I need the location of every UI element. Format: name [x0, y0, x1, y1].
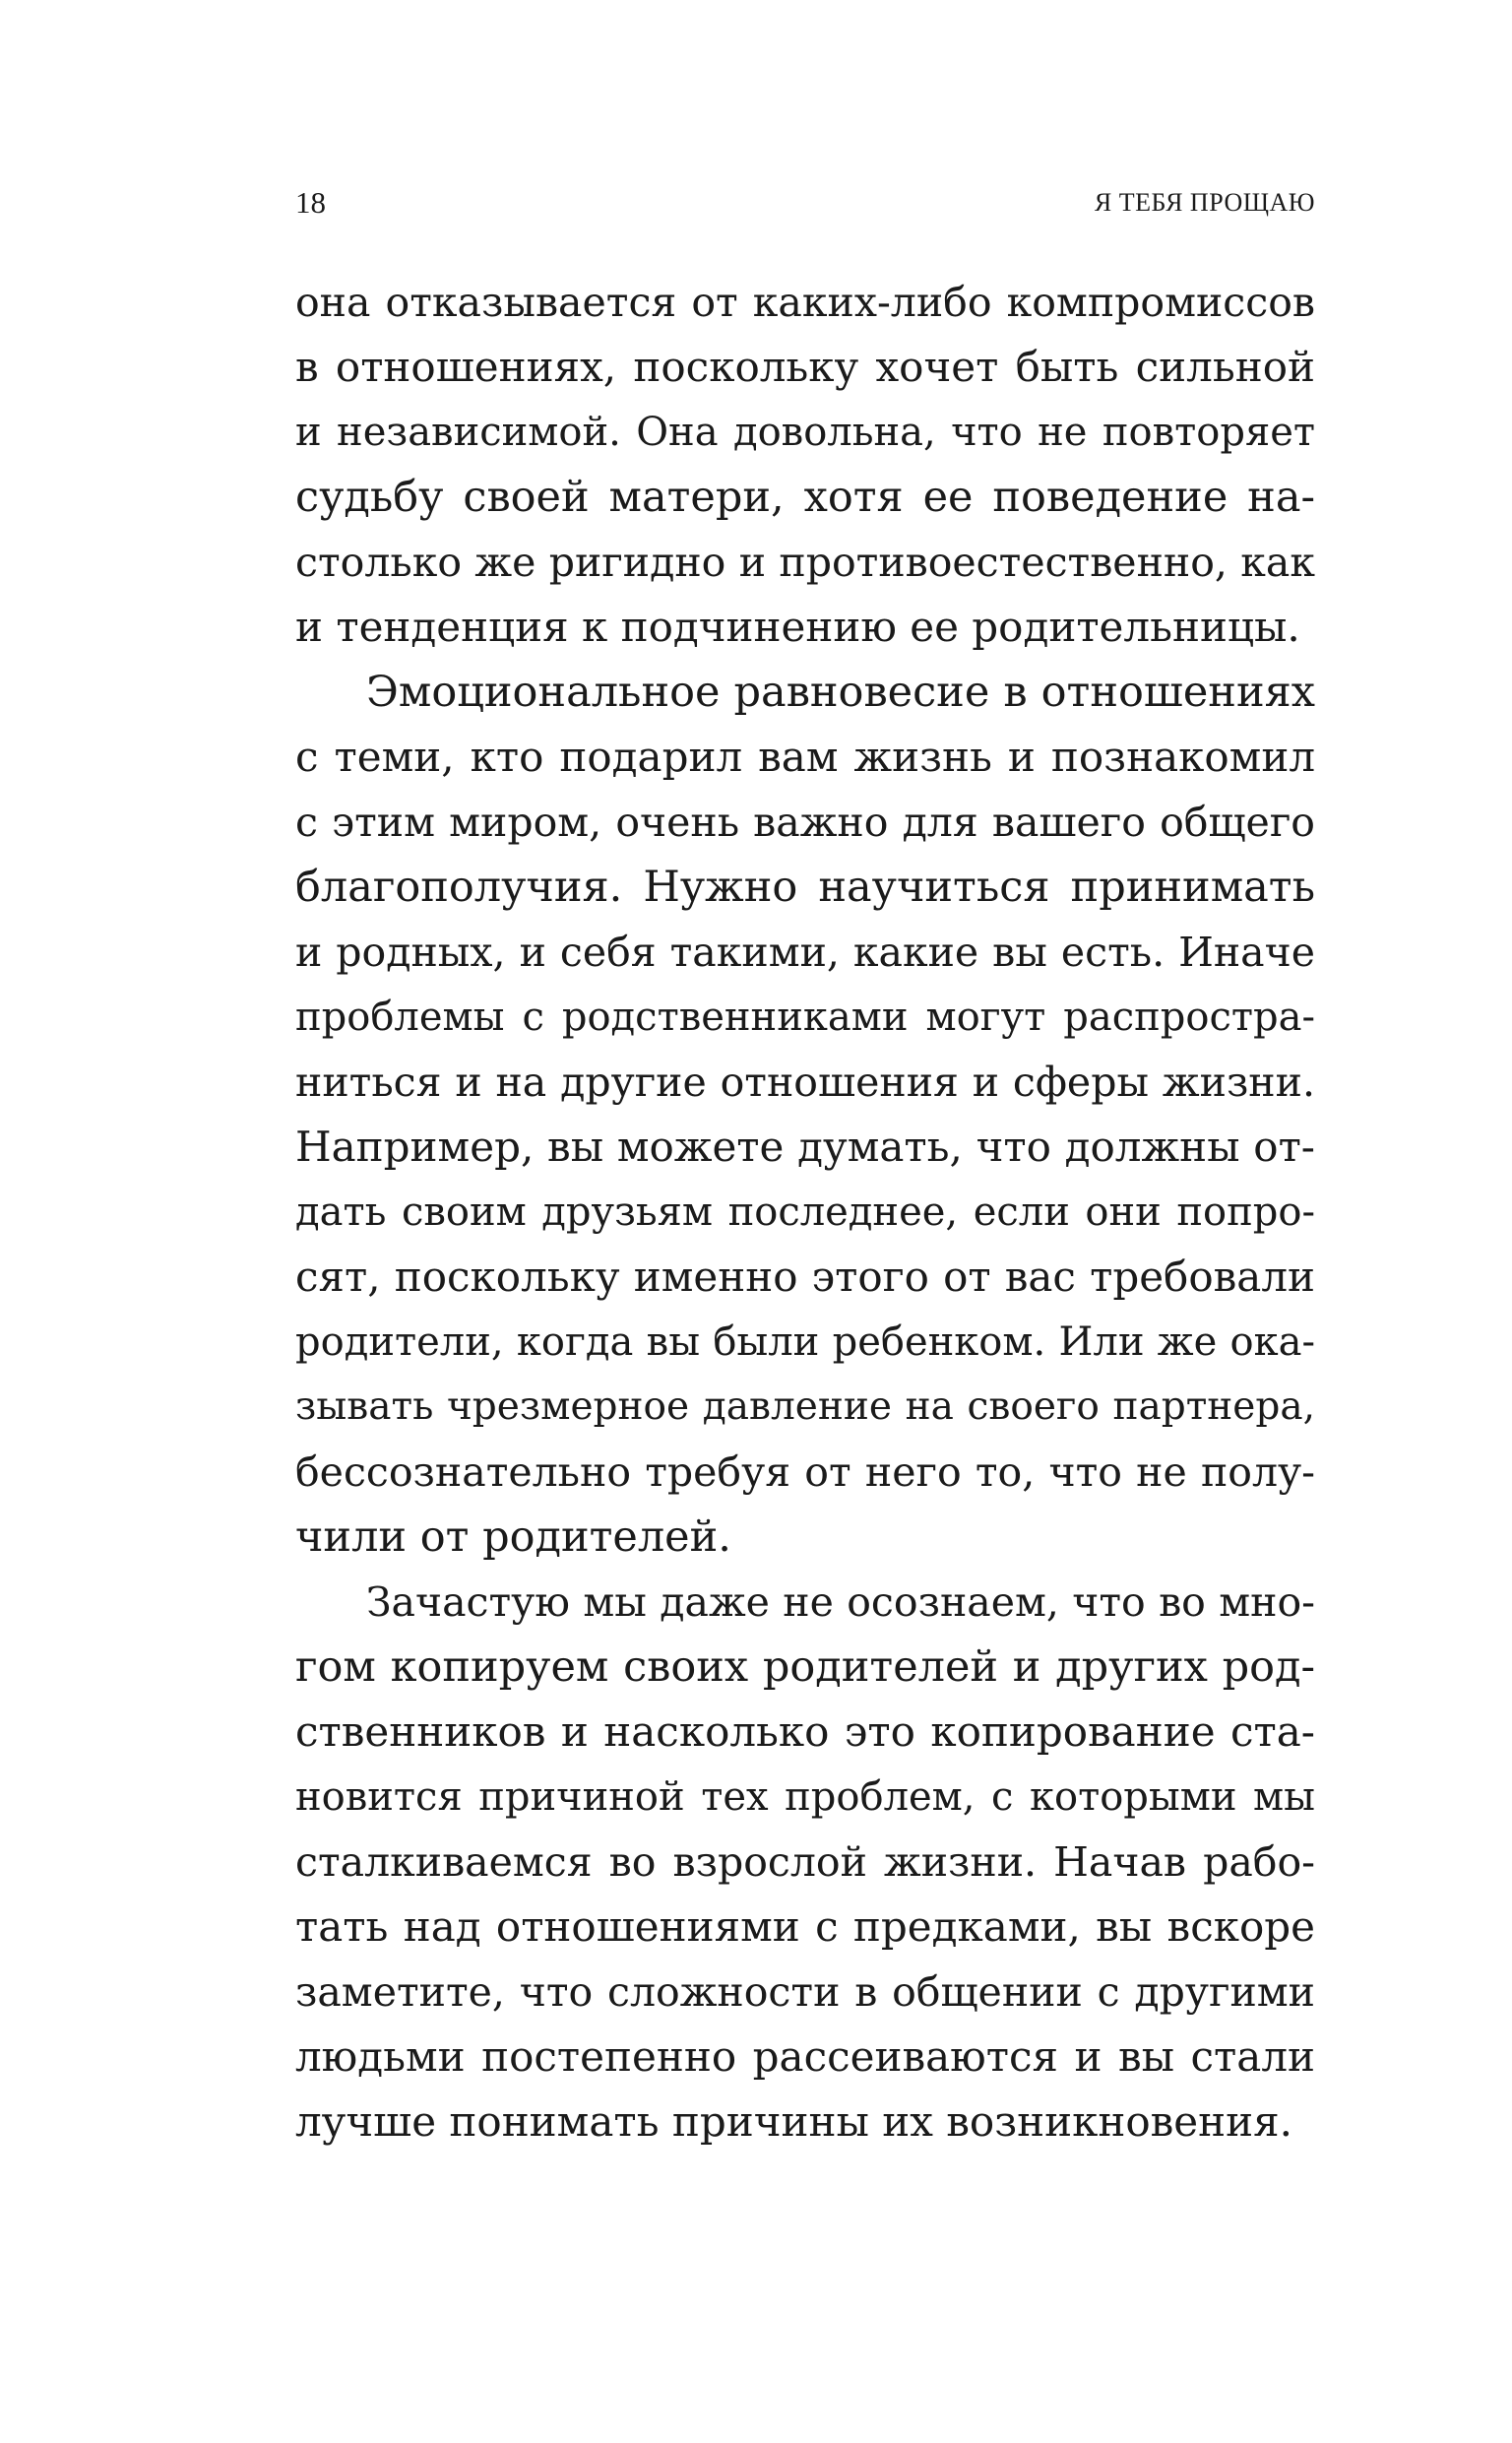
text-line: дать своим друзьям последнее, если они попро-	[295, 1189, 1315, 1235]
text-line: она отказывается от каких-либо компромиссов	[295, 279, 1315, 326]
text-line: в отношениях, поскольку хочет быть сильной	[295, 343, 1315, 391]
text-line: Например, вы можете думать, что должны от-	[295, 1123, 1315, 1171]
text-line: с этим миром, очень важно для вашего общего	[295, 799, 1315, 846]
page-number: 18	[295, 185, 326, 220]
text-line: и родных, и себя такими, какие вы есть. Иначе	[295, 929, 1315, 976]
text-line: лучше понимать причины их возникновения.	[295, 2097, 1292, 2146]
text-line: ственников и насколько это копирование ста-	[295, 1707, 1315, 1756]
text-line: людьми постепенно рассеиваются и вы стали	[295, 2032, 1315, 2081]
text-line: благополучия. Нужно научиться принимать	[295, 863, 1315, 912]
text-line: столько же ригидно и противоестественно, как	[295, 539, 1315, 586]
text-line: родители, когда вы были ребенком. Или же ока-	[295, 1319, 1315, 1365]
text-line: и независимой. Она довольна, что не повторяет	[295, 410, 1315, 455]
text-line: тать над отношениями с предками, вы вскоре	[295, 1902, 1315, 1951]
text-line: судьбу своей матери, хотя ее поведение на-	[295, 473, 1315, 522]
text-line: зывать чрезмерное давление на своего партнера,	[295, 1384, 1315, 1429]
text-line: Зачастую мы даже не осознаем, что во мно-	[366, 1578, 1315, 1626]
paragraph	[295, 660, 1315, 1570]
paragraph	[295, 1570, 1315, 2154]
text-line: новится причиной тех проблем, с которыми мы	[295, 1774, 1315, 1820]
body-text	[295, 270, 1315, 2154]
text-line: бессознательно требуя от него то, что не полу-	[295, 1448, 1315, 1496]
text-line: чили от родителей.	[295, 1512, 731, 1562]
text-line: гом копируем своих родителей и других род-	[295, 1642, 1315, 1692]
text-line: сталкиваемся во взрослой жизни. Начав рабо-	[295, 1838, 1315, 1886]
book-title: Я ТЕБЯ ПРОЩАЮ	[1094, 188, 1315, 217]
text-line: заметите, что сложности в общении с другими	[295, 1968, 1315, 2016]
text-line: с теми, кто подарил вам жизнь и познакомил	[295, 733, 1315, 781]
text-line: Эмоциональное равновесие в отношениях	[366, 668, 1315, 717]
text-line: ниться и на другие отношения и сферы жизни.	[295, 1059, 1315, 1106]
text-line: сят, поскольку именно этого от вас требовали	[295, 1253, 1315, 1301]
paragraph	[295, 270, 1315, 660]
running-head	[295, 183, 1315, 223]
text-line: проблемы с родственниками могут распростра-	[295, 995, 1315, 1040]
text-line: и тенденция к подчинению ее родительницы.	[295, 603, 1300, 651]
